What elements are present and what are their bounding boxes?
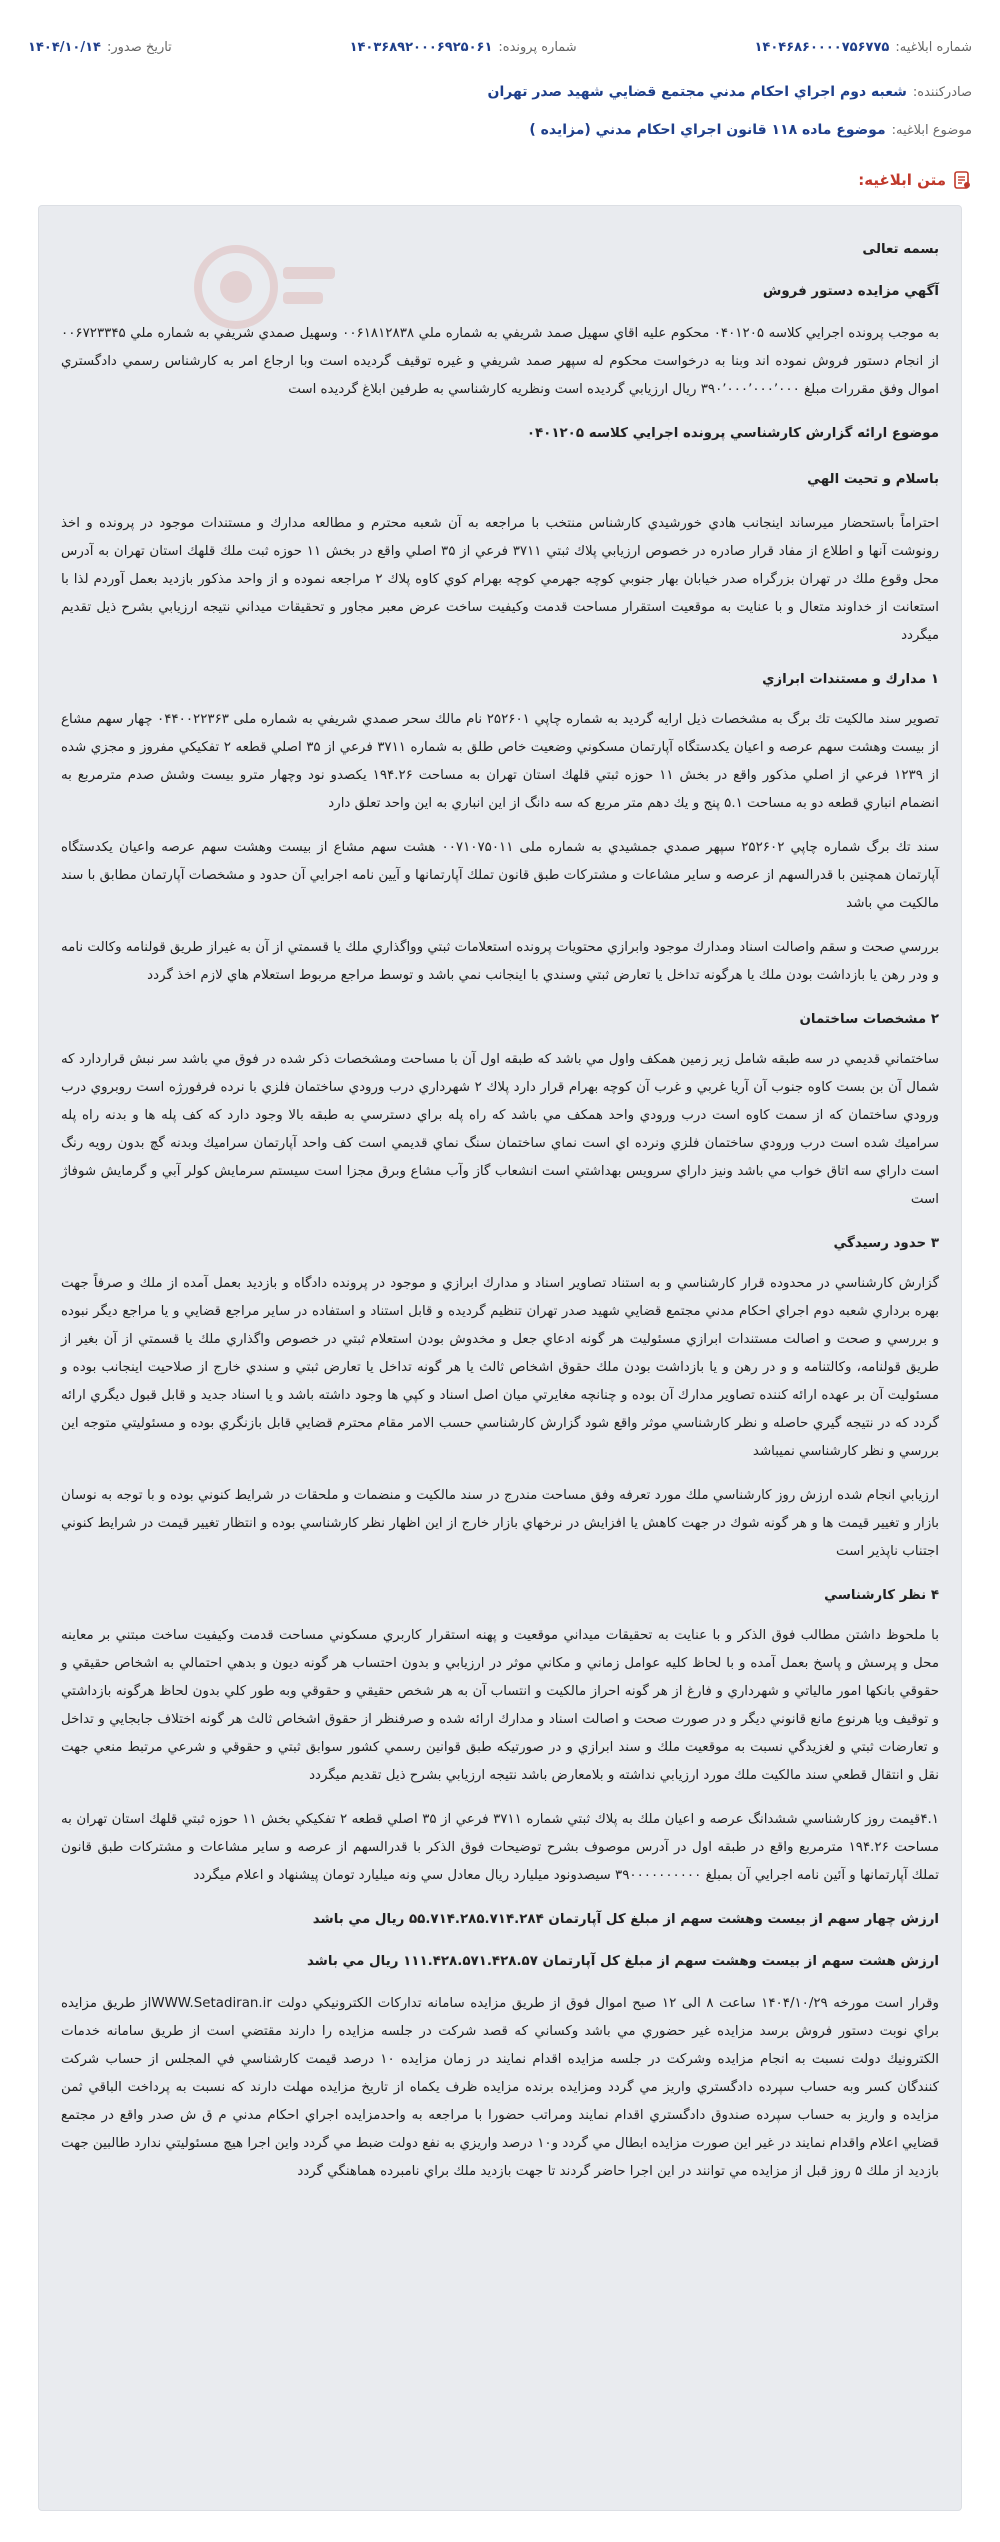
paragraph-opinion: با ملحوظ داشتن مطالب فوق الذكر و با عنايت به تحقيقات ميداني موقعيت و پهنه استقرار كاربري مسكوني مساحت قدمت وكيفيت ساخت مبتني بر معاينه محل و پرسش و پاسخ بعمل آمده و با لحاظ كليه عوامل زماني و مكاني موثر در ارزيابي و بدون احتساب هر گونه ديون و بدهي احتمالي به اشخاص حقيقي و حقوقي بانكها امور مالياتي و شهرداري و فارغ از هر گونه احراز مالكيت و انتساب آن به هر شخص حقيقي و حقوقي وبه طور كلي بدون لحاظ هرگونه بازداشتي و توقيف ويا هرنوع مانع قانوني ديگر و در صورت صحت و اصالت اسناد و مدارك ارائه شده و صرفنظر از حقوق اشخاص ثالث هر گونه اختلاف جابجايي و تداخل و تعارضات ثبتي و لغزيدگي نسبت به موقعيت ملك و سند ابرازي و در صورتيكه طبق قوانين رسمي كشور سوابق ثبتي و حقوقي و شرعي مرتبط منعي جهت نقل و انتقال قطعي سند مالكيت ملك مورد ارزيابي نداشته و بلامعارض باشد نتيجه ارزيابي بشرح ذيل تقديم ميگردد <box>61 1628 939 1783</box>
paragraph-deed-1: تصوير سند مالكيت تك برگ به مشخصات ذيل ارايه گرديد به شماره چاپي ۲۵۲۶۰۱ نام مالك سحر صمدي شريفي به شماره ملی ۰۴۴۰۰۲۲۳۶۳ چهار سهم مشاع از بيست وهشت سهم عرصه و اعيان يكدستگاه آپارتمان مسكوني وضعيت خاص طلق به شماره ۳۷۱۱ فرعي از ۳۵ اصلي قطعه ۲ تفكيكي مفروز و مجزي شده از ۱۲۳۹ فرعي از اصلي مذكور واقع در بخش ۱۱ حوزه ثبتي قلهك استان تهران به مساحت ۱۹۴.۲۶ يكصدو نود وچهار مترو بيست وشش صدم مترمربع به انضمام انباري قطعه دو به مساحت ۵.۱ پنج و يك دهم متر مربع كه سه دانگ از اين انباري به اين واحد تعلق دارد <box>61 712 939 811</box>
case-number <box>350 40 577 55</box>
issue-date-label: تاریخ صدور: <box>107 40 172 55</box>
paragraph-valuation-note: ارزيابي انجام شده ارزش روز كارشناسي ملك مورد تعرفه وفق مساحت مندرج در سند مالكيت و منضمات و ملحقات در شرايط كنوني بوده و با توجه به نوسان بازار و تغيير قيمت ها و هر گونه شوك در جهت كاهش يا افزايش در نرخهاي بازار خارج از اين اظهار نظر كارشناسي بوده و انتظار تغيير قيمت در شرايط كنوني اجتناب ناپذير است <box>61 1488 939 1559</box>
paragraph-greeting: باسلام و تحيت الهي <box>807 472 939 487</box>
paragraph-subject: موضوع ارائه گزارش كارشناسي پرونده اجرايي كلاسه ۰۴۰۱۲۰۵ <box>526 426 939 441</box>
section-documents: ۱ مدارك و مستندات ابرازي <box>762 672 939 687</box>
case-number-label: شماره پرونده: <box>498 40 577 55</box>
subject-row <box>28 122 972 138</box>
notice-body-box <box>38 205 962 2511</box>
paragraph-auction-terms: وقرار است مورخه ۱۴۰۴/۱۰/۲۹ ساعت ۸ الی ۱۲ صبح اموال فوق از طريق مزايده سامانه تداركات الكترونيكي دولت WWW.Setadiran.irاز طريق مزايده براي نوبت دستور فروش برسد مزايده غير حضوري مي باشد وكساني كه قصد شركت در جلسه مزايده را دارند مقتضي است از طريق سامانه خدمات الكترونيك دولت نسبت به انجام مزايده وشركت در جلسه مزايده اقدام نمايند در زمان مزايده ۱۰ درصد قيمت كارشناسي في المجلس از حساب شركت كنندگان كسر وبه حساب سپرده دادگستري واريز مي گردد ومزايده برنده مزايده ظرف يكماه از تاريخ مزايده مهلت دارند كه نسبت به پرداخت الباقي ثمن مزايده و واريز به حساب سپرده صندوق دادگستري اقدام نمايند ومراتب حضورا با مراجعه به واحدمزايده اجراي احكام مدني م ق ش صدر واقع در مجتمع قضايي اعلام واقدام نمايند در غير اين صورت مزايده ابطال مي گردد و۱۰ درصد واريزي به نفع دولت ضبط مي گردد واين اجرا هيچ مسئوليتي ندارد طالبين جهت بازديد از ملك ۵ روز قبل از مزايده مي توانند در اين اجرا حاضر گردند تا جهت بازديد ملك براي نامبرده هماهنگي گردد <box>61 1996 940 2179</box>
section-scope: ۳ حدود رسيدگي <box>833 1236 939 1251</box>
notice-text-title-label: متن ابلاغیه: <box>858 171 946 189</box>
paragraph-price: ۴.۱قيمت روز كارشناسي ششدانگ عرصه و اعيان ملك به پلاك ثبتي شماره ۳۷۱۱ فرعي از ۳۵ اصلي قطعه ۲ تفكيكي بخش ۱۱ حوزه ثبتي قلهك استان تهران به مساحت ۱۹۴.۲۶ مترمربع واقع در طبقه اول در آدرس موصوف بشرح توضيحات فوق الذكر با قدرالسهم از عرصه و ساير مشاعات و مشتركات طبق قانون تملك آپارتمانها و آئين نامه اجرايي آن بمبلغ ۳۹۰۰۰۰۰۰۰۰۰۰ سيصدونود ميليارد ريال معادل سي ونه ميليارد تومان پيشنهاد و اعلام ميگردد <box>61 1812 940 1883</box>
paragraph-share-8: ارزش هشت سهم از بيست وهشت سهم از مبلغ كل آپارتمان ۱۱۱.۴۲۸.۵۷۱.۴۲۸.۵۷ ريال مي باشد <box>306 1954 939 1969</box>
paragraph-building: ساختماني قديمي در سه طبقه شامل زير زمين همكف واول مي باشد كه طبقه اول آن با مساحت ومشخصات ذكر شده در فوق مي باشد سر نبش قراردارد كه شمال آن بن بست كاوه جنوب آن آريا غربي و غرب آن كوچه بهرام قرار دارد پلاك ۲ شهرداري درب ورودي ساختمان فلزي با نرده فرفورژه است روبروي درب ورودي ساختمان كه از سمت كاوه است درب ورودي واحد همكف مي باشد كه راه پله براي دسترسي به طبقه بالا وجود دارد كه كف پله ها و بدنه راه پله سراميك شده است درب ورودي ساختمان فلزي ونرده اي است نماي ساختمان سنگ نماي قديمي است كف واحد آپارتمان سراميك وبدنه گچ بدون رويه رنگ است داراي سه اتاق خواب مي باشد ونيز داراي سرويس بهداشتي است انشعاب گاز وآب مشاع وبرق مجزا است سيستم سرمايش كولر آبي و گرمايش شوفاژ است <box>61 1052 939 1207</box>
notice-meta-row <box>28 40 972 55</box>
subject-value: موضوع ماده ۱۱۸ قانون اجراي احكام مدني (مزايده ) <box>529 122 886 138</box>
issuer-value: شعبه دوم اجراي احكام مدني مجتمع قضايي شهيد صدر تهران <box>487 84 907 100</box>
issue-date-value: ۱۴۰۴/۱۰/۱۴ <box>28 40 101 55</box>
paragraph-report-intro: احتراماً باستحضار ميرساند اينجانب هادي خورشيدي كارشناس منتخب با مراجعه به آن شعبه محترم و مطالعه مدارك و مستندات موجود در پرونده و اخذ رونوشت آنها و اطلاع از مفاد قرار صادره در خصوص ارزيابي پلاك ثبتي ۳۷۱۱ فرعي از ۳۵ اصلي واقع در بخش ۱۱ حوزه ثبت ملك قلهك استان تهران به آدرس محل وقوع ملك در تهران بزرگراه صدر خيابان بهار جنوبي كوچه جهرمي كوچه بهرام كوي كاوه پلاك ۲ مراجعه نموده و از واحد مذكور بازديد بعمل آوردم لذا با استعانت از خداوند متعال و با عنايت به موقعيت استقرار مساحت قدمت وكيفيت ساخت عرض معبر مجاور و تحقيقات ميداني نتيجه ارزيابي بشرح ذيل تقديم ميگردد <box>61 516 939 643</box>
paragraph-intro: به موجب پرونده اجرايي كلاسه ۰۴۰۱۲۰۵ محكوم عليه اقاي سهيل صمد شريفي به شماره ملي ۰۰۶۱۸۱۲۸۳۸ وسهيل صمدي شريفي به شماره ملي ۰۰۶۷۲۳۳۴۵ از انجام دستور فروش نموده اند وبنا به درخواست محكوم له سپهر صمد شريفي و غيره توقيف گرديده است وبا ارجاع امر به كارشناس رسمي دادگستري اموال وفق مقررات مبلغ ۳۹۰٬۰۰۰٬۰۰۰٬۰۰۰ ريال ارزيابي گرديده است ونظريه كارشناسي به طرفين ابلاغ گرديده است <box>61 326 939 397</box>
section-building: ۲ مشخصات ساختمان <box>799 1012 939 1027</box>
notice-number-label: شماره ابلاغیه: <box>895 40 972 55</box>
document-icon <box>952 170 972 190</box>
paragraph-share-4: ارزش چهار سهم از بيست وهشت سهم از مبلغ كل آپارتمان ۵۵.۷۱۴.۲۸۵.۷۱۴.۲۸۴ ريال مي باشد <box>312 1912 939 1927</box>
notice-text-title <box>858 170 972 190</box>
paragraph-scope: گزارش كارشناسي در محدوده قرار كارشناسي و به استناد تصاوير اسناد و مدارك ابرازي و موجود در پرونده دادگاه و بازديد بعمل آمده از ملك و صرفاً جهت بهره برداري شعبه دوم اجراي احكام مدني مجتمع قضايي شهيد صدر تهران تنظيم گرديده و قابل استناد و استفاده در ساير مراجع قضايي و يا مراجع ديگر نبوده و بررسي و صحت و اصالت مستندات ابرازي مسئوليت هر گونه ادعاي جعل و مخدوش بودن استعلام ثبتي در خصوص واگذاري ملك يا قسمتي از آن بغير از طريق قولنامه، وكالتنامه و و در رهن و يا بازداشت بودن ملك حقوق اشخاص ثالث يا هر گونه تداخل يا تعارض ثبتي و سندي خارج از صلاحيت اينجانب بوده و مسئوليت آن بر عهده ارائه كننده تصاوير مدارك آن بوده و چنانچه مغايرتي ميان اصل اسناد و كپي ها وجود داشته باشد و يا اسناد جديد و قابل قبول ديگري ارائه گردد كه در نتيجه گيري حاصله و نظر كارشناسي موثر واقع شود گزارش كارشناسي حسب الامر مقام محترم قضايي قابل بازنگري بوده و مسئوليتي متوجه اين بررسي و نظر كارشناسي نميباشد <box>61 1276 939 1459</box>
paragraph-verification: بررسي صحت و سقم واصالت اسناد ومدارك موجود وابرازي محتويات پرونده استعلامات ثبتي وواگذاري ملك يا قسمتي از آن به غيراز طريق قولنامه وكالت نامه و ودر رهن يا بازداشت بودن ملك يا هرگونه تداخل يا تعارض ثبتي وسندي با اينجانب نمي باشد و توسط مراجع مربوط استعلام هاي لازم اخذ گردد <box>61 940 939 983</box>
heading-bismillah: بسمه تعالی <box>862 242 939 257</box>
subject-label: موضوع ابلاغیه: <box>891 122 972 138</box>
heading-auction: آگهي مزايده دستور فروش <box>762 284 939 299</box>
issue-date <box>28 40 172 55</box>
notice-number <box>754 40 972 55</box>
seal-watermark <box>191 232 341 342</box>
issuer-label: صادرکننده: <box>912 84 972 100</box>
notice-number-value: ۱۴۰۴۶۸۶۰۰۰۰۷۵۶۷۷۵ <box>754 40 890 55</box>
section-opinion: ۴ نظر كارشناسي <box>824 1588 939 1603</box>
paragraph-deed-2: سند تك برگ شماره چاپي ۲۵۲۶۰۲ سپهر صمدي جمشيدي به شماره ملی ۰۰۷۱۰۷۵۰۱۱ هشت سهم مشاع از بيست وهشت سهم عرصه واعيان يكدستگاه آپارتمان همچنين با قدرالسهم از عرصه و ساير مشاعات و مشتركات طبق قانون تملك آپارتمانها و آيين نامه اجرايي آن حدود و مشخصات آپارتمان مطابق با سند مالكيت مي باشد <box>61 840 940 911</box>
notice-body-text <box>61 236 939 2186</box>
issuer-row <box>28 84 972 100</box>
case-number-value: ۱۴۰۳۶۸۹۲۰۰۰۶۹۲۵۰۶۱ <box>349 40 493 55</box>
